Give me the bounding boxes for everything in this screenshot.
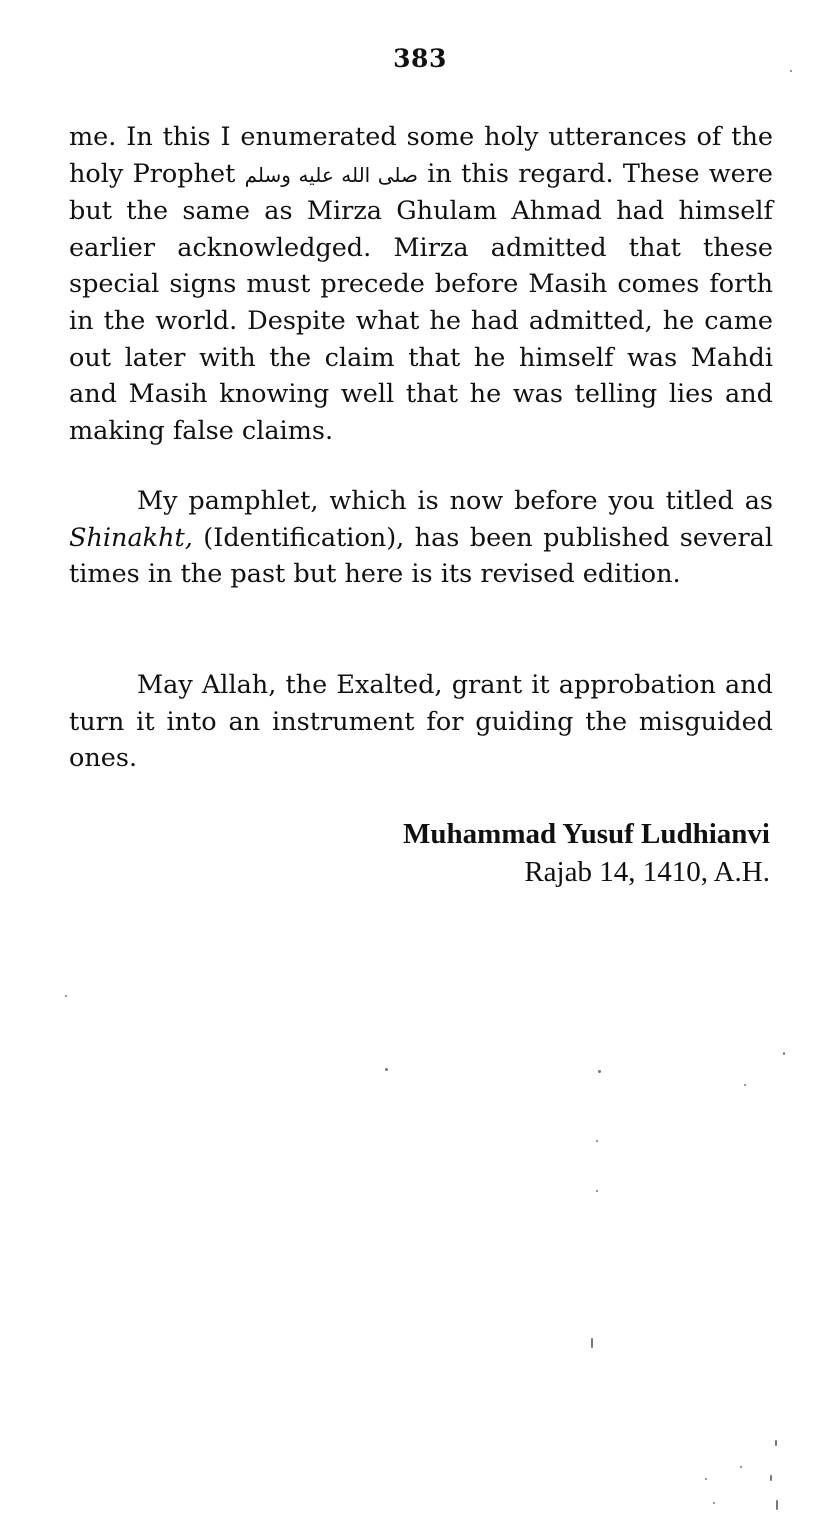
scan-speck: [596, 1190, 598, 1192]
page-number: 383: [393, 44, 447, 73]
signature-date: Rajab 14, 1410, A.H.: [524, 856, 770, 888]
paragraph-2-text-start: My pamphlet, which is now before you titled as: [137, 486, 773, 516]
scan-speck: [775, 1440, 777, 1446]
scan-speck: [783, 1052, 785, 1055]
paragraph-3: [69, 667, 773, 777]
scan-speck: [705, 1478, 707, 1480]
scan-speck: [770, 1475, 772, 1481]
scan-speck: [65, 995, 67, 997]
signature-block: [403, 815, 770, 891]
scan-speck: [713, 1502, 715, 1504]
signature-name: Muhammad Yusuf Ludhianvi: [403, 818, 770, 850]
scan-speck: [740, 1466, 742, 1468]
scan-speck: [776, 1500, 778, 1510]
scan-speck: [596, 1140, 598, 1142]
pamphlet-title: Shinakht,: [69, 522, 193, 553]
paragraph-3-text: May Allah, the Exalted, grant it approbation and turn it into an instrument for guiding the misguided ones.: [69, 670, 773, 774]
scan-speck: [790, 70, 792, 72]
paragraph-1: [69, 119, 773, 449]
scan-speck: [598, 1070, 601, 1073]
paragraph-1-text-end: in this regard. These were but the same as Mirza Ghulam Ahmad had himself earlier acknowledged. Mirza admitted that these special signs must precede before Masih comes forth in the world. Despite what he had admitted, he came out later with the claim that he himself was Mahdi and Masih knowing well that he was telling lies and making false claims.: [69, 158, 774, 446]
paragraph-2: [69, 483, 773, 593]
scan-speck: [744, 1084, 746, 1086]
paragraph-2-text-end: (Identification), has been published several times in the past but here is its revised edition.: [69, 522, 773, 590]
paragraph-1-text-start: me. In this I enumerated some holy utterances of the holy Prophet: [69, 122, 773, 189]
scan-speck: [591, 1338, 593, 1348]
scan-speck: [385, 1068, 388, 1071]
arabic-honorific: صلى الله عليه وسلم: [244, 162, 419, 187]
